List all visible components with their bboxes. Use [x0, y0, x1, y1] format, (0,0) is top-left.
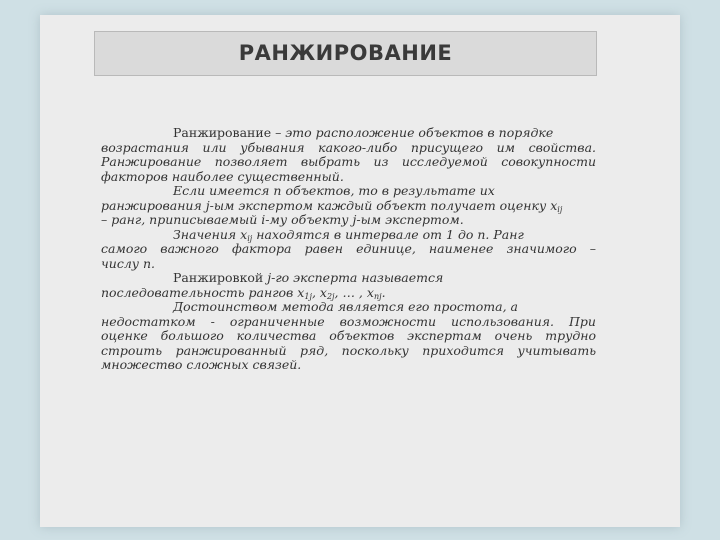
subscript: ij	[247, 233, 253, 243]
title-box	[94, 31, 597, 76]
text-line: Достоинством метода является его простота, а	[173, 299, 518, 314]
text-span: находятся в интервале от 1 до n. Ранг	[252, 226, 524, 242]
text-line: самого важного фактора равен единице, наименее значимого –	[101, 241, 596, 256]
text-line	[101, 286, 596, 301]
term-rankirovka: Ранжировкой	[173, 270, 264, 285]
text-line: множество сложных связей.	[101, 357, 302, 372]
text-line: Если имеется n объектов, то в результате их	[173, 183, 495, 198]
text-line	[101, 126, 596, 141]
text-line: факторов наиболее существенный.	[101, 168, 344, 184]
term-ranking: Ранжирование	[173, 125, 272, 140]
text-line: возрастания или убывания какого-либо присущего им свойства.	[101, 139, 596, 155]
text-line	[101, 199, 596, 214]
text-span: последовательность рангов x	[101, 284, 305, 300]
text-span: Значения x	[173, 226, 248, 242]
text-line: числу n.	[101, 255, 156, 271]
text-span: j-го эксперта называется	[263, 270, 444, 285]
text-line: Ранжирование позволяет выбрать из исследуемой совокупности	[101, 154, 596, 169]
text-line: строить ранжированный ряд, поскольку приходится учитывать	[101, 342, 596, 358]
text-line: оценке большого количества объектов экспертам очень трудно	[101, 328, 596, 343]
text-span: .	[381, 284, 386, 300]
subscript: 2j	[326, 291, 335, 301]
text-line: – ранг, приписываемый i-му объекту j-ым экспертом.	[101, 212, 464, 227]
text-span: , x	[311, 284, 327, 300]
body-text	[101, 126, 596, 373]
slide-title: РАНЖИРОВАНИЕ	[238, 41, 453, 65]
subscript: nj	[373, 291, 382, 301]
subscript: ij	[557, 204, 563, 214]
text-span: – это расположение объектов в порядке	[271, 125, 554, 140]
text-span: ранжирования j-ым экспертом каждый объект получает оценку x	[101, 197, 558, 213]
text-line: недостатком - ограниченные возможности использования. При	[101, 313, 596, 329]
subscript: 1j	[304, 291, 312, 301]
text-span: , … , x	[334, 284, 374, 300]
text-line	[101, 271, 596, 286]
text-line	[101, 228, 596, 243]
